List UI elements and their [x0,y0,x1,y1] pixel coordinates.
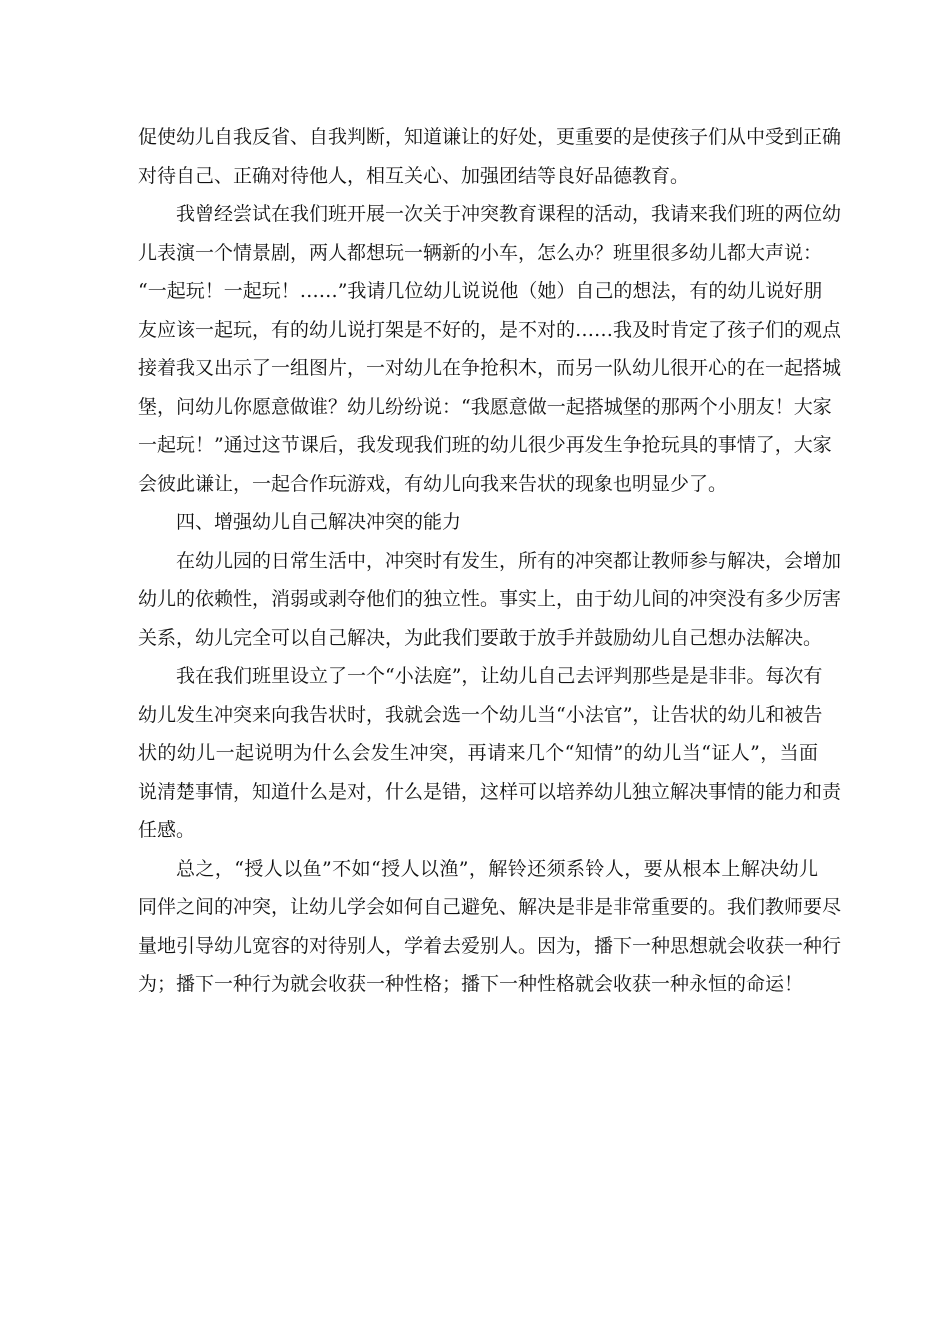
text-line: 状的幼儿一起说明为什么会发生冲突，再请来几个“知情”的幼儿当“证人”，当面 [138,742,818,764]
text-line: 促使幼儿自我反省、自我判断，知道谦让的好处，更重要的是使孩子们从中受到正确 [138,126,842,148]
text-line: 幼儿发生冲突来向我告状时，我就会选一个幼儿当“小法官”，让告状的幼儿和被告 [138,703,823,726]
text-line: 儿表演一个情景剧，两人都想玩一辆新的小车，怎么办？班里很多幼儿都大声说： [138,241,823,264]
text-line: 四、增强幼儿自己解决冲突的能力 [176,511,462,533]
text-line: 总之，“授人以鱼”不如“授人以渔”，解铃还须系铃人，要从根本上解决幼儿 [176,857,818,880]
text-line: 为；播下一种行为就会收获一种性格；播下一种性格就会收获一种永恒的命运！ [138,973,804,995]
text-line: 说清楚事情，知道什么是对，什么是错，这样可以培养幼儿独立解决事情的能力和责 [138,780,842,803]
text-line: “一起玩！一起玩！……”我请几位幼儿说说他（她）自己的想法，有的幼儿说好朋 [138,280,823,302]
text-line: 幼儿的依赖性，消弱或剥夺他们的独立性。事实上，由于幼儿间的冲突没有多少厉害 [138,588,842,610]
text-line: 友应该一起玩，有的幼儿说打架是不好的，是不对的……我及时肯定了孩子们的观点 [138,318,842,341]
text-line: 一起玩！”通过这节课后，我发现我们班的幼儿很少再发生争抢玩具的事情了，大家 [138,434,832,456]
text-line: 堡，问幼儿你愿意做谁？幼儿纷纷说：“我愿意做一起搭城堡的那两个小朋友！大家 [138,395,832,418]
text-line: 接着我又出示了一组图片，一对幼儿在争抢积木，而另一队幼儿很开心的在一起搭城 [138,357,842,379]
text-line: 在幼儿园的日常生活中，冲突时有发生，所有的冲突都让教师参与解决，会增加 [176,549,842,572]
text-line: 我在我们班里设立了一个“小法庭”，让幼儿自己去评判那些是是非非。每次有 [176,665,823,687]
text-line: 我曾经尝试在我们班开展一次关于冲突教育课程的活动，我请来我们班的两位幼 [176,203,842,225]
text-line: 量地引导幼儿宽容的对待别人，学着去爱别人。因为，播下一种思想就会收获一种行 [138,934,842,957]
text-line: 对待自己、正确对待他人，相互关心、加强团结等良好品德教育。 [138,164,690,187]
text-line: 任感。 [138,819,196,841]
text-line: 同伴之间的冲突，让幼儿学会如何自己避免、解决是非是非常重要的。我们教师要尽 [138,896,842,918]
document-body [138,118,842,1004]
text-line: 关系，幼儿完全可以自己解决，为此我们要敢于放手并鼓励幼儿自己想办法解决。 [138,626,823,649]
text-line: 会彼此谦让，一起合作玩游戏，有幼儿向我来告状的现象也明显少了。 [138,472,728,495]
